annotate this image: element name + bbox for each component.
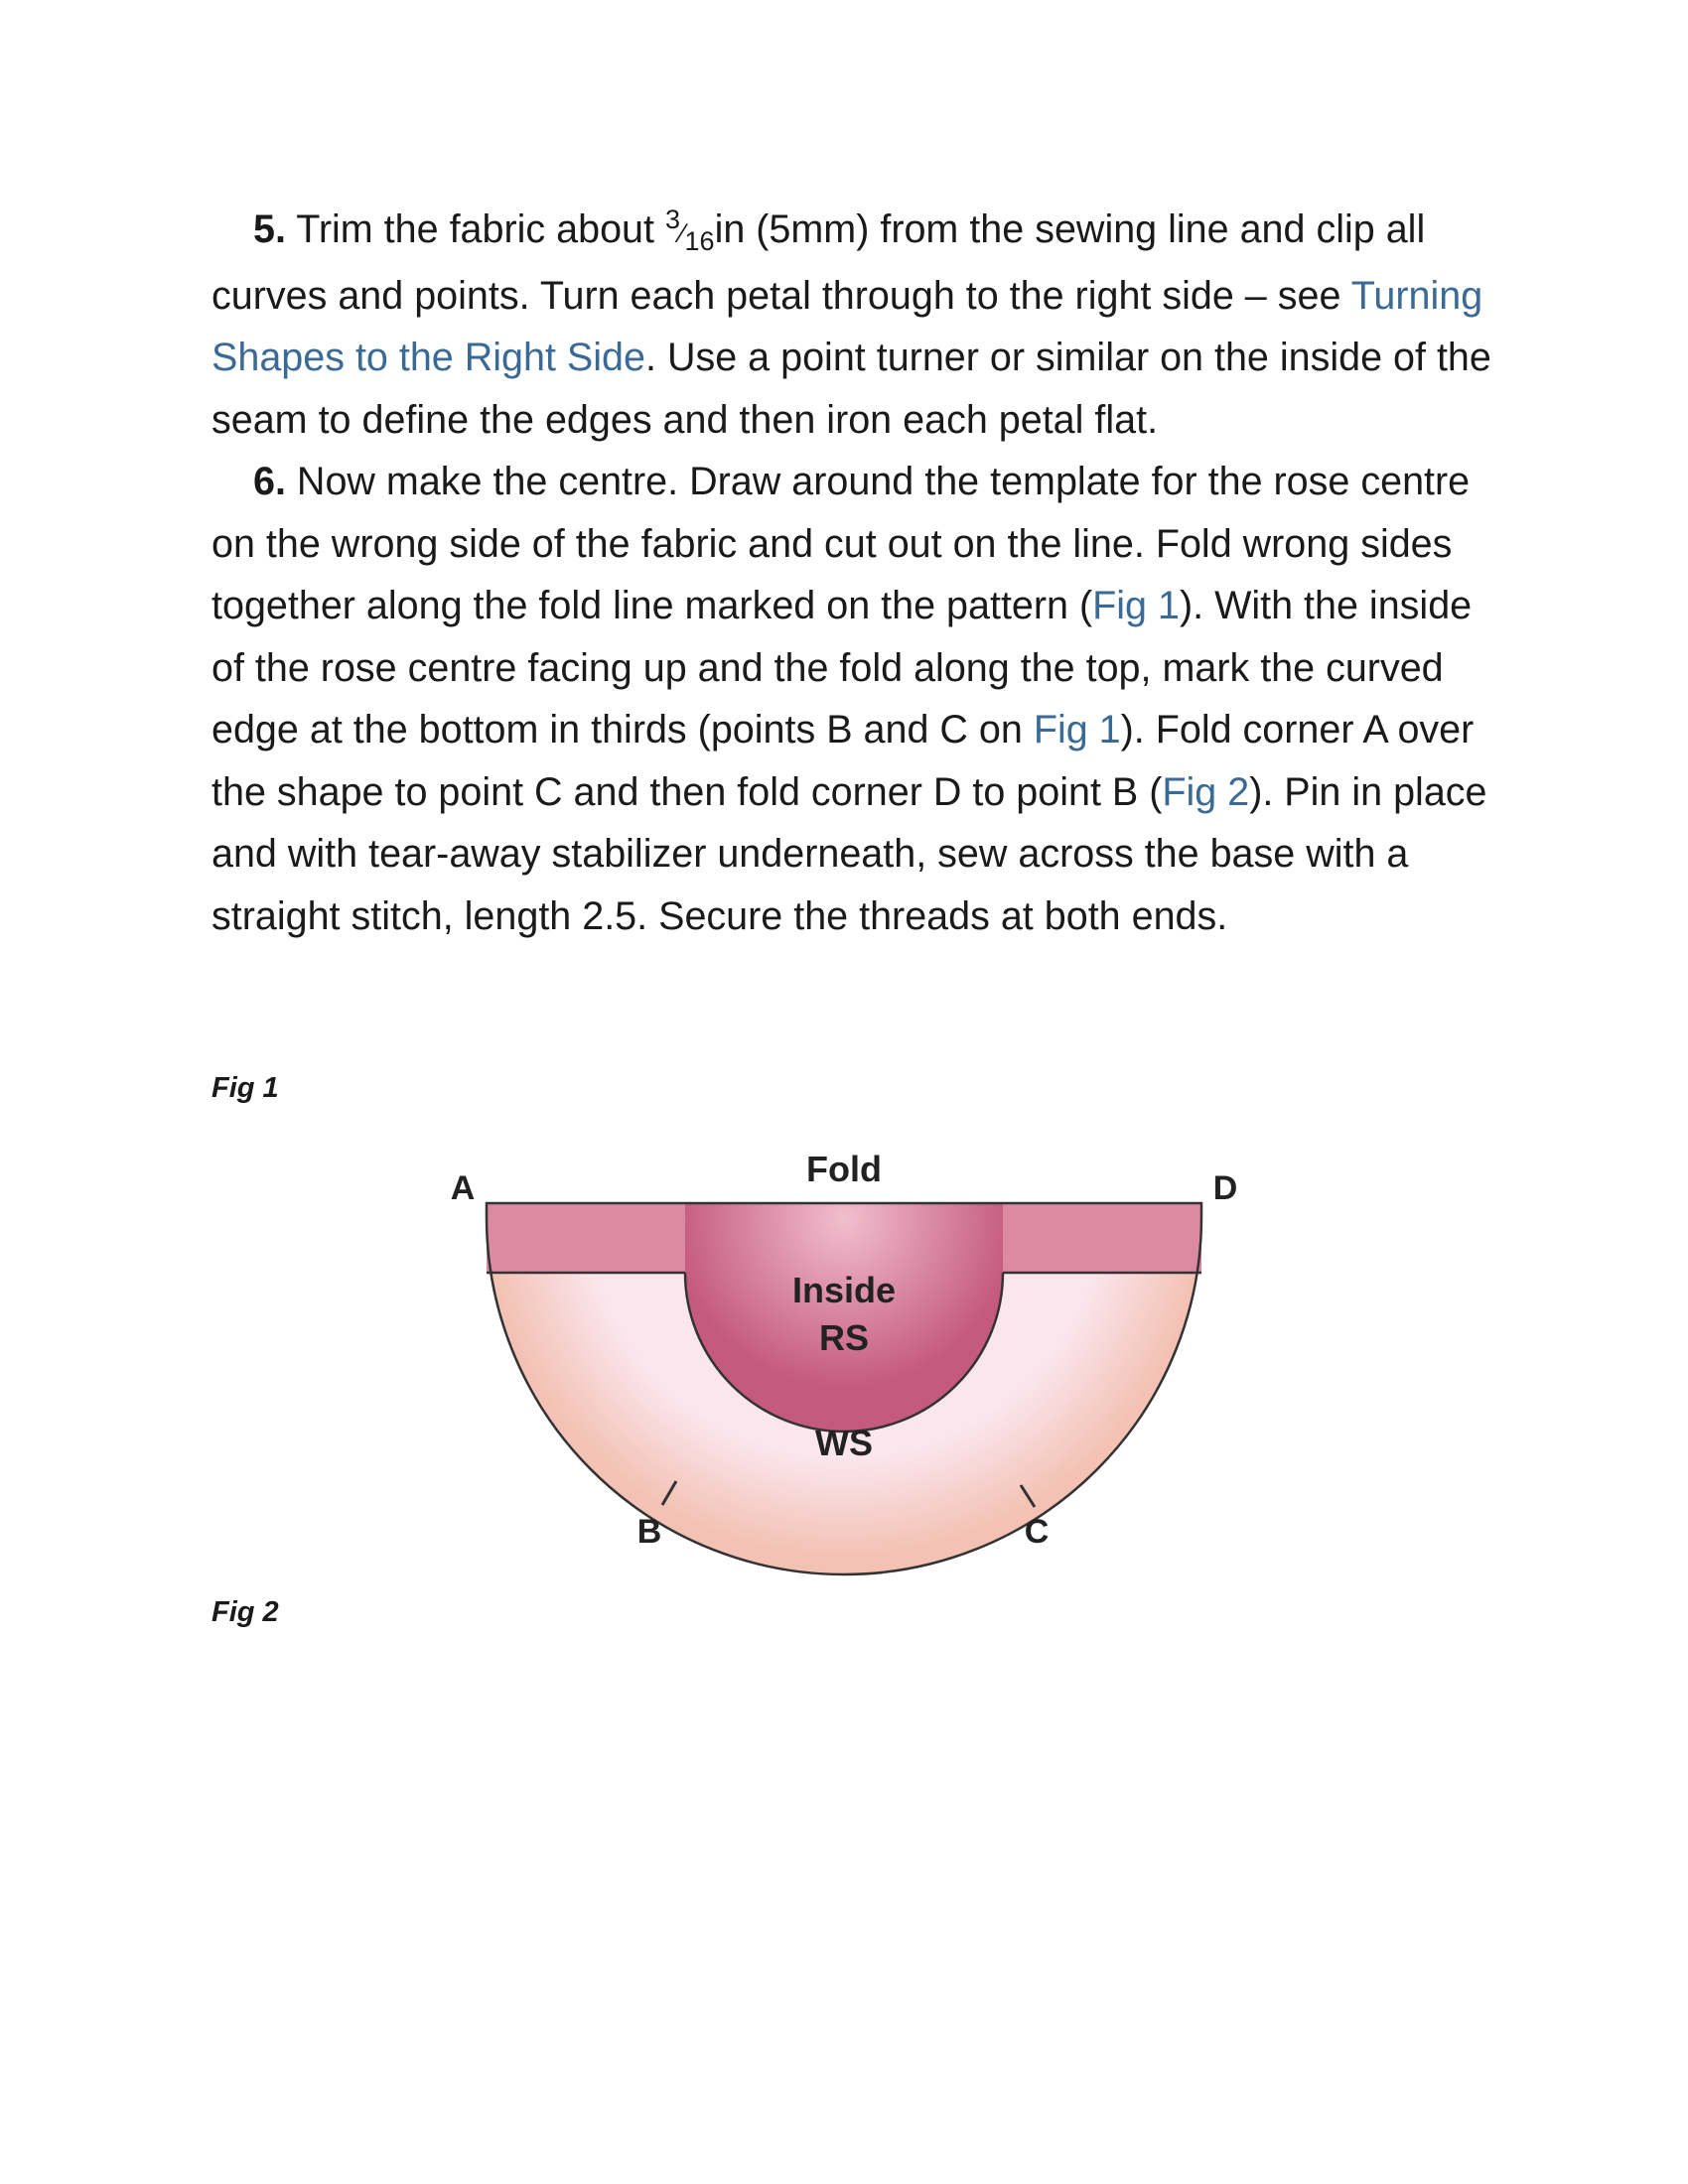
fraction-denominator: 16 [684,226,715,256]
fold-label: Fold [806,1149,882,1189]
step-5-text-b: in (5mm) from the sewing line and clip all curves and points. Turn each petal through to the right side – see [211,207,1426,318]
corner-a-label: A [450,1169,476,1207]
step-5-text-c: . Use a point turner or similar on the inside of the seam to define the edges and then iron each petal flat. [211,336,1491,442]
step-6-number: 6. [253,460,286,503]
fig-1-link[interactable]: Fig 1 [1092,584,1180,627]
fig-2-link[interactable]: Fig 2 [1162,769,1250,814]
corner-d-label: D [1212,1169,1238,1207]
fraction-three-sixteenths [664,205,715,256]
step-6-paragraph [211,451,1492,947]
turning-shapes-link[interactable]: Turning Shapes to the Right Side [211,273,1483,379]
point-c-label: C [1024,1513,1050,1551]
page-content [211,199,1492,947]
step-5-number: 5. [253,207,286,251]
rs-label: RS [818,1317,870,1358]
ws-label: WS [815,1423,873,1463]
fig-1-caption: Fig 1 [211,1072,279,1104]
step-5-text-a: Trim the fabric about [285,207,665,251]
inside-label: Inside [791,1270,897,1310]
fig-1-link-second[interactable]: Fig 1 [1033,708,1121,751]
fraction-slash: ⁄ [680,218,685,248]
step-6-text-c: ). Fold corner A over the shape to point C and then fold corner D to point B ( [211,708,1475,814]
step-6-text-d: ). Pin in place and with tear-away stabilizer underneath, sew across the base with a straight stitch, length 2.5. Secure the threads at both ends. [211,769,1487,938]
fraction-numerator: 3 [664,205,680,234]
fig-1-diagram [427,1140,1251,1576]
fig-2-caption: Fig 2 [211,1596,279,1628]
step-6-text-a: Now make the centre. Draw around the template for the rose centre on the wrong side of the fabric and cut out on the line. Fold wrong sides together along the fold line marked on the pattern ( [211,460,1471,627]
step-5-paragraph [211,199,1492,451]
point-b-label: B [636,1513,662,1551]
step-6-text-b: ). With the inside of the rose centre facing up and the fold along the top, mark the curved edge at the bottom in thirds (points B and C on [211,584,1473,751]
